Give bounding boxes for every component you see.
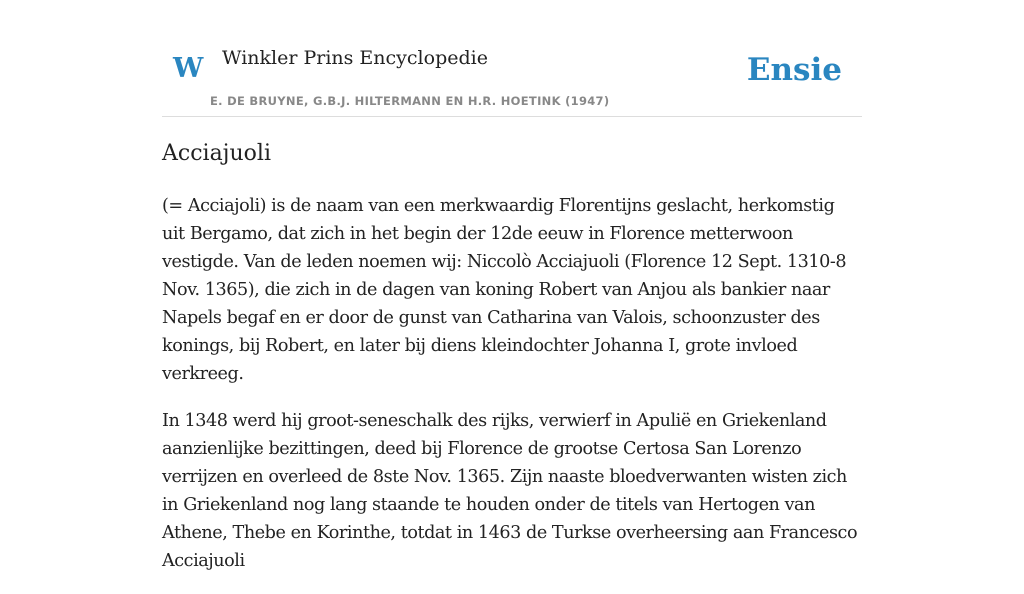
article-paragraph: (= Acciajoli) is de naam van een merkwaardig Florentijns geslacht, herkomstig uit Bergamo, dat zich in het begin der 12de eeuw in Florence metterwoon vestigde. Van de leden noemen wij: Niccolò Acciajuoli (Florence 12 Sept. 1310-8 Nov. 1365), die zich in de dagen van koning Robert van Anjou als bankier naar Napels begaf en er door de gunst van Catharina van Valois, schoonzuster des konings, bij Robert, en later bij diens kleindochter Johanna I, grote invloed verkreeg. — [162, 196, 847, 384]
book-title[interactable]: Winkler Prins Encyclopedie — [222, 47, 488, 69]
site-header — [162, 0, 862, 117]
article-title: Acciajuoli — [162, 141, 271, 166]
winkler-prins-logo-icon[interactable]: W — [173, 53, 204, 84]
article-paragraph: In 1348 werd hij groot-seneschalk des rijks, verwierf in Apulië en Griekenland aanzienlijke bezittingen, deed bij Florence de grootse Certosa San Lorenzo verrijzen en overleed de 8ste Nov. 1365. Zijn naaste bloedverwanten wisten zich in Griekenland nog lang staande te houden onder de titels van Hertogen van Athene, Thebe en Korinthe, totdat in 1463 de Turkse overheersing aan Francesco Acciajuoli — [162, 411, 858, 571]
article-body — [162, 192, 862, 594]
book-authors: E. DE BRUYNE, G.B.J. HILTERMANN EN H.R. HOETINK (1947) — [210, 94, 610, 108]
ensie-logo[interactable]: Ensie — [746, 52, 842, 88]
